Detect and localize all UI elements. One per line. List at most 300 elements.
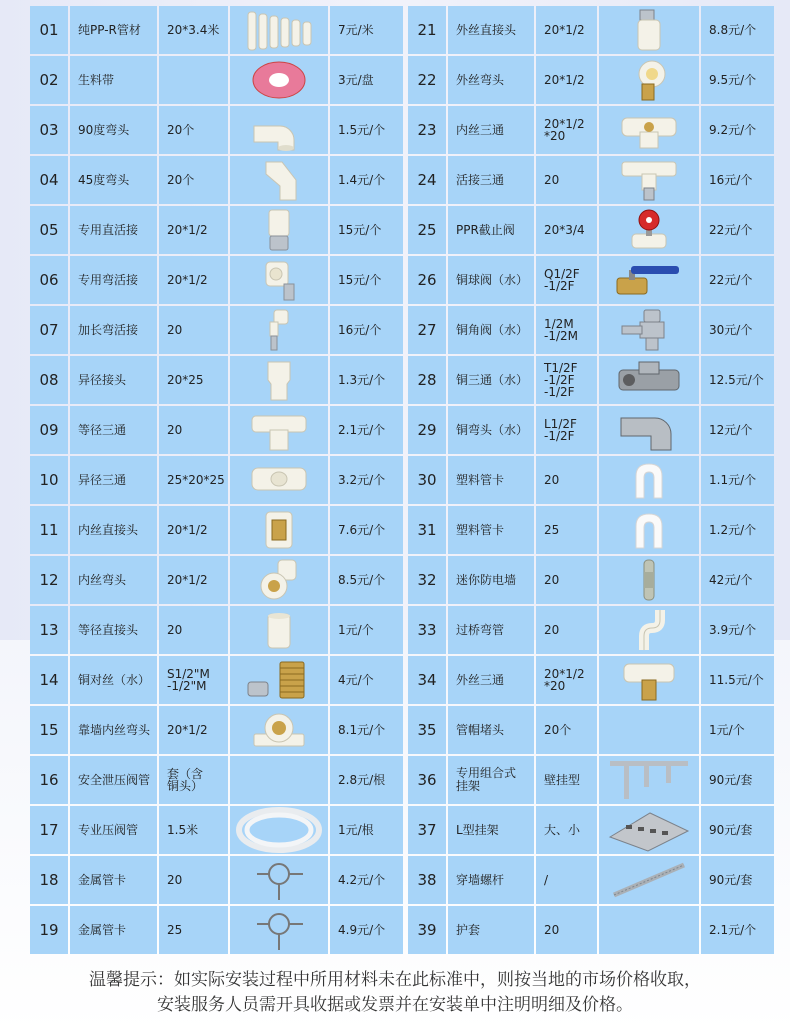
item-number	[408, 906, 446, 954]
item-name	[448, 706, 534, 754]
item-number	[408, 406, 446, 454]
table-row	[408, 556, 774, 604]
item-name-text: 专用直活接	[78, 222, 139, 237]
table-row	[30, 306, 403, 354]
item-price-text: 4元/个	[338, 672, 374, 687]
item-number	[30, 106, 68, 154]
elbow-45-icon	[244, 158, 314, 202]
item-spec	[159, 656, 228, 704]
item-price-text: 1.5元/个	[338, 122, 386, 137]
table-row	[408, 656, 774, 704]
item-spec	[536, 506, 597, 554]
item-number-text: 30	[417, 470, 437, 489]
item-spec-text: L1/2F -1/2F	[544, 417, 577, 443]
table-row	[30, 656, 403, 704]
item-image	[230, 806, 328, 854]
item-name-text: 外丝三通	[456, 672, 505, 687]
item-number-text: 04	[39, 170, 59, 189]
item-name	[70, 906, 157, 954]
brass-tee-icon	[609, 358, 689, 402]
table-row	[30, 156, 403, 204]
item-number	[30, 406, 68, 454]
item-spec	[159, 856, 228, 904]
item-price-text: 1.1元/个	[709, 472, 757, 487]
item-number-text: 13	[39, 620, 59, 639]
item-name-text: 活接三通	[456, 172, 505, 187]
table-row	[408, 506, 774, 554]
item-price	[330, 406, 403, 454]
item-image	[599, 156, 699, 204]
item-spec	[536, 606, 597, 654]
item-number-text: 05	[39, 220, 59, 239]
item-number	[408, 206, 446, 254]
item-name	[448, 756, 534, 804]
item-price-text: 22元/个	[709, 222, 753, 237]
item-price	[701, 106, 774, 154]
item-name-text: 迷你防电墙	[456, 572, 517, 587]
item-spec-text: 20个	[544, 723, 572, 737]
item-price	[701, 6, 774, 54]
item-name-text: 塑料管卡	[456, 522, 505, 537]
item-image	[599, 256, 699, 304]
straight-union-icon	[244, 208, 314, 252]
item-number-text: 29	[417, 420, 437, 439]
item-image	[599, 356, 699, 404]
item-number-text: 28	[417, 370, 437, 389]
item-name-text: 安全泄压阀管	[78, 772, 151, 787]
item-number-text: 03	[39, 120, 59, 139]
item-spec	[536, 756, 597, 804]
item-price	[330, 556, 403, 604]
item-name	[448, 456, 534, 504]
table-row	[30, 706, 403, 754]
item-price-text: 16元/个	[338, 322, 382, 337]
item-number-text: 18	[39, 870, 59, 889]
item-price-text: 8.8元/个	[709, 22, 757, 37]
item-name-text: 铜弯头（水）	[456, 422, 529, 437]
item-number	[30, 6, 68, 54]
item-image	[230, 156, 328, 204]
table-row	[30, 456, 403, 504]
l-bracket-icon	[604, 807, 694, 853]
item-spec-text: 20*1/2	[167, 273, 208, 287]
item-name	[448, 906, 534, 954]
item-image	[230, 906, 328, 954]
item-name-text: 护套	[456, 922, 481, 937]
item-name-text: 管帽堵头	[456, 722, 505, 737]
item-number	[408, 706, 446, 754]
item-name-text: 纯PP-R管材	[78, 22, 141, 37]
item-image	[230, 706, 328, 754]
item-spec	[159, 606, 228, 654]
item-name-text: 异径接头	[78, 372, 127, 387]
item-number-text: 38	[417, 870, 437, 889]
item-number	[408, 6, 446, 54]
item-spec-text: 20*1/2 *20	[544, 117, 585, 143]
item-spec	[159, 456, 228, 504]
item-price	[701, 856, 774, 904]
item-price-text: 3.2元/个	[338, 472, 386, 487]
item-number	[408, 256, 446, 304]
item-price	[330, 456, 403, 504]
item-spec-text: 20	[544, 173, 560, 187]
item-name	[70, 306, 157, 354]
item-image	[599, 56, 699, 104]
item-spec-text: 20	[544, 923, 560, 937]
item-image	[599, 706, 699, 754]
item-spec-text: Q1/2F -1/2F	[544, 267, 580, 293]
item-price-text: 1元/个	[709, 722, 745, 737]
table-row	[408, 156, 774, 204]
item-image	[599, 806, 699, 854]
item-price	[330, 606, 403, 654]
item-spec-text: 20	[544, 623, 560, 637]
item-image	[230, 106, 328, 154]
item-number-text: 08	[39, 370, 59, 389]
table-row	[30, 856, 403, 904]
item-name	[448, 206, 534, 254]
item-number-text: 23	[417, 120, 437, 139]
item-price	[701, 656, 774, 704]
item-name	[70, 606, 157, 654]
item-name	[70, 106, 157, 154]
item-number-text: 11	[39, 520, 59, 539]
item-price	[701, 606, 774, 654]
pipes-icon	[234, 8, 324, 52]
item-name-text: 靠墙内丝弯头	[78, 722, 151, 737]
anti-shock-icon	[614, 558, 684, 602]
item-spec	[159, 756, 228, 804]
table-row	[408, 456, 774, 504]
item-number	[408, 506, 446, 554]
table-row	[30, 906, 403, 954]
item-name-text: 等径三通	[78, 422, 127, 437]
item-number	[408, 556, 446, 604]
item-number	[408, 56, 446, 104]
item-spec-text: 20	[167, 623, 183, 637]
item-price	[330, 306, 403, 354]
union-tee-icon	[614, 158, 684, 202]
item-price-text: 4.2元/个	[338, 872, 386, 887]
item-number-text: 17	[39, 820, 59, 839]
item-number-text: 14	[39, 670, 59, 689]
item-spec-text: 25	[544, 523, 560, 537]
item-spec	[536, 406, 597, 454]
table-row	[408, 206, 774, 254]
item-number	[408, 756, 446, 804]
item-spec	[536, 256, 597, 304]
item-price-text: 1.3元/个	[338, 372, 386, 387]
table-row	[408, 256, 774, 304]
female-elbow-icon	[244, 558, 314, 602]
item-name	[448, 56, 534, 104]
item-price-text: 3元/盘	[338, 72, 374, 87]
item-name	[70, 656, 157, 704]
item-number-text: 19	[39, 920, 59, 939]
item-spec-text: 20*25	[167, 373, 204, 387]
item-price	[330, 806, 403, 854]
item-number-text: 21	[417, 20, 437, 39]
female-tee-icon	[614, 108, 684, 152]
item-spec-text: 20	[544, 473, 560, 487]
item-spec	[536, 656, 597, 704]
item-spec	[159, 406, 228, 454]
item-name-text: 铜球阀（水）	[456, 272, 529, 287]
item-image	[599, 106, 699, 154]
item-number	[30, 156, 68, 204]
item-name	[70, 806, 157, 854]
item-image	[230, 456, 328, 504]
plastic-clip-icon	[614, 508, 684, 552]
item-image	[599, 656, 699, 704]
footer-line-1: 温馨提示：如实际安装过程中所用材料未在此标准中，则按当地的市场价格收取，	[89, 970, 701, 990]
item-image	[599, 906, 699, 954]
item-name-text: 内丝直接头	[78, 522, 139, 537]
long-elbow-union-icon	[244, 308, 314, 352]
item-image	[230, 306, 328, 354]
angle-valve-icon	[614, 308, 684, 352]
item-price-text: 8.5元/个	[338, 572, 386, 587]
item-spec-text: 20	[167, 423, 183, 437]
item-spec-text: 20个	[167, 123, 195, 137]
table-row	[408, 6, 774, 54]
item-spec	[159, 156, 228, 204]
item-number-text: 27	[417, 320, 437, 339]
item-number	[30, 206, 68, 254]
item-name	[448, 606, 534, 654]
table-row	[408, 106, 774, 154]
item-number	[30, 756, 68, 804]
item-number	[30, 456, 68, 504]
item-spec	[159, 306, 228, 354]
item-price	[701, 406, 774, 454]
item-price	[330, 56, 403, 104]
item-name-text: 铜三通（水）	[456, 372, 529, 387]
item-price-text: 1.4元/个	[338, 172, 386, 187]
item-price	[330, 706, 403, 754]
item-spec-text: 25*20*25	[167, 473, 225, 487]
metal-clamp-icon	[239, 908, 319, 952]
item-name	[70, 856, 157, 904]
item-name	[70, 556, 157, 604]
bridge-bend-icon	[614, 608, 684, 652]
item-number	[408, 306, 446, 354]
item-name	[70, 506, 157, 554]
item-image	[230, 856, 328, 904]
item-spec-text: 20*1/2	[167, 573, 208, 587]
item-price-text: 3.9元/个	[709, 622, 757, 637]
item-number-text: 35	[417, 720, 437, 739]
item-name	[448, 506, 534, 554]
item-number-text: 33	[417, 620, 437, 639]
item-number-text: 10	[39, 470, 59, 489]
item-spec-text: 20*1/2	[167, 723, 208, 737]
item-name	[448, 106, 534, 154]
item-spec-text: 25	[167, 923, 183, 937]
item-image	[599, 606, 699, 654]
item-name	[448, 6, 534, 54]
item-name	[448, 856, 534, 904]
table-row	[30, 506, 403, 554]
item-name-text: 内丝三通	[456, 122, 505, 137]
table-row	[30, 606, 403, 654]
table-row	[408, 756, 774, 804]
item-number	[30, 806, 68, 854]
item-name	[70, 56, 157, 104]
item-spec-text: 1/2M -1/2M	[544, 317, 578, 343]
item-name-text: 外丝直接头	[456, 22, 517, 37]
item-spec-text: 20	[167, 323, 183, 337]
item-name-text: 铜角阀（水）	[456, 322, 529, 337]
item-image	[230, 556, 328, 604]
item-name-text: 生料带	[78, 72, 115, 87]
item-price-text: 7.6元/个	[338, 522, 386, 537]
item-image	[230, 656, 328, 704]
tee-icon	[244, 408, 314, 452]
item-price-text: 2.8元/根	[338, 772, 386, 787]
item-price-text: 2.1元/个	[338, 422, 386, 437]
right-column	[408, 6, 774, 954]
item-image	[599, 756, 699, 804]
item-name-text: 铜对丝（水）	[78, 672, 151, 687]
table-row	[408, 806, 774, 854]
item-name	[448, 256, 534, 304]
table-row	[30, 56, 403, 104]
item-name-text: 90度弯头	[78, 122, 130, 137]
item-spec	[159, 206, 228, 254]
item-price-text: 15元/个	[338, 272, 382, 287]
table-row	[30, 356, 403, 404]
item-image	[230, 6, 328, 54]
item-name	[448, 356, 534, 404]
item-price	[701, 56, 774, 104]
item-number	[408, 806, 446, 854]
item-price	[330, 156, 403, 204]
item-spec	[536, 156, 597, 204]
reducer-icon	[244, 358, 314, 402]
item-number	[30, 56, 68, 104]
item-spec	[536, 906, 597, 954]
item-number-text: 39	[417, 920, 437, 939]
reducing-tee-icon	[244, 458, 314, 502]
item-name	[70, 6, 157, 54]
item-number	[408, 356, 446, 404]
brass-nipple-icon	[234, 658, 324, 702]
item-spec	[159, 56, 228, 104]
item-spec	[536, 6, 597, 54]
item-spec	[536, 706, 597, 754]
item-number	[30, 606, 68, 654]
item-price-text: 12元/个	[709, 422, 753, 437]
metal-clamp-icon	[239, 858, 319, 902]
item-spec-text: 20*1/2	[167, 523, 208, 537]
item-name	[70, 356, 157, 404]
item-price	[701, 756, 774, 804]
item-image	[230, 206, 328, 254]
footer-line-2: 安装服务人员需开具收据或发票并在安装单中注明明细及价格。	[157, 995, 633, 1015]
table-row	[408, 706, 774, 754]
item-price	[330, 356, 403, 404]
item-spec-text: 套（含 铜头）	[167, 767, 204, 793]
item-spec-text: 20	[544, 573, 560, 587]
table-row	[30, 406, 403, 454]
item-name	[448, 806, 534, 854]
item-name-text: 等径直接头	[78, 622, 139, 637]
item-image	[230, 606, 328, 654]
item-image	[230, 406, 328, 454]
item-price	[701, 906, 774, 954]
item-price-text: 22元/个	[709, 272, 753, 287]
table-row	[408, 56, 774, 104]
item-name-text: 专用组合式 挂架	[456, 766, 517, 793]
item-name-text: 穿墙螺杆	[456, 872, 505, 887]
item-name	[70, 756, 157, 804]
item-spec-text: 大、小	[544, 823, 581, 837]
item-number-text: 15	[39, 720, 59, 739]
item-price-text: 90元/套	[709, 822, 753, 837]
item-number-text: 37	[417, 820, 437, 839]
footer-note	[0, 968, 790, 1018]
item-spec-text: S1/2"M -1/2"M	[167, 667, 210, 693]
ball-valve-icon	[609, 258, 689, 302]
item-price-text: 8.1元/个	[338, 722, 386, 737]
item-spec	[159, 706, 228, 754]
item-number-text: 31	[417, 520, 437, 539]
item-price-text: 30元/个	[709, 322, 753, 337]
item-number-text: 07	[39, 320, 59, 339]
item-price	[701, 356, 774, 404]
item-price	[701, 806, 774, 854]
item-name-text: PPR截止阀	[456, 222, 515, 237]
item-name-text: 金属管卡	[78, 922, 127, 937]
table-row	[30, 6, 403, 54]
item-price	[701, 156, 774, 204]
item-name	[70, 456, 157, 504]
threaded-rod-icon	[604, 857, 694, 903]
item-spec	[536, 856, 597, 904]
item-price	[330, 656, 403, 704]
item-name-text: 45度弯头	[78, 172, 130, 187]
elbow-90-icon	[244, 108, 314, 152]
item-image	[230, 756, 328, 804]
item-price	[701, 506, 774, 554]
item-price	[330, 6, 403, 54]
item-spec-text: 20*3.4米	[167, 23, 220, 37]
item-price	[330, 756, 403, 804]
table-row	[30, 556, 403, 604]
item-price-text: 9.5元/个	[709, 72, 757, 87]
item-name	[448, 156, 534, 204]
item-number	[30, 506, 68, 554]
wall-elbow-icon	[244, 708, 314, 752]
item-name-text: 加长弯活接	[78, 322, 139, 337]
item-price-text: 16元/个	[709, 172, 753, 187]
male-elbow-icon	[614, 58, 684, 102]
item-spec	[536, 106, 597, 154]
item-price	[330, 106, 403, 154]
item-price	[701, 706, 774, 754]
left-column	[30, 6, 403, 954]
item-spec	[159, 356, 228, 404]
item-price	[701, 306, 774, 354]
item-number-text: 06	[39, 270, 59, 289]
item-number-text: 25	[417, 220, 437, 239]
item-spec-text: T1/2F -1/2F -1/2F	[544, 361, 578, 399]
female-coupling-icon	[244, 508, 314, 552]
item-price-text: 90元/套	[709, 872, 753, 887]
item-spec	[536, 556, 597, 604]
item-price-text: 1元/个	[338, 622, 374, 637]
